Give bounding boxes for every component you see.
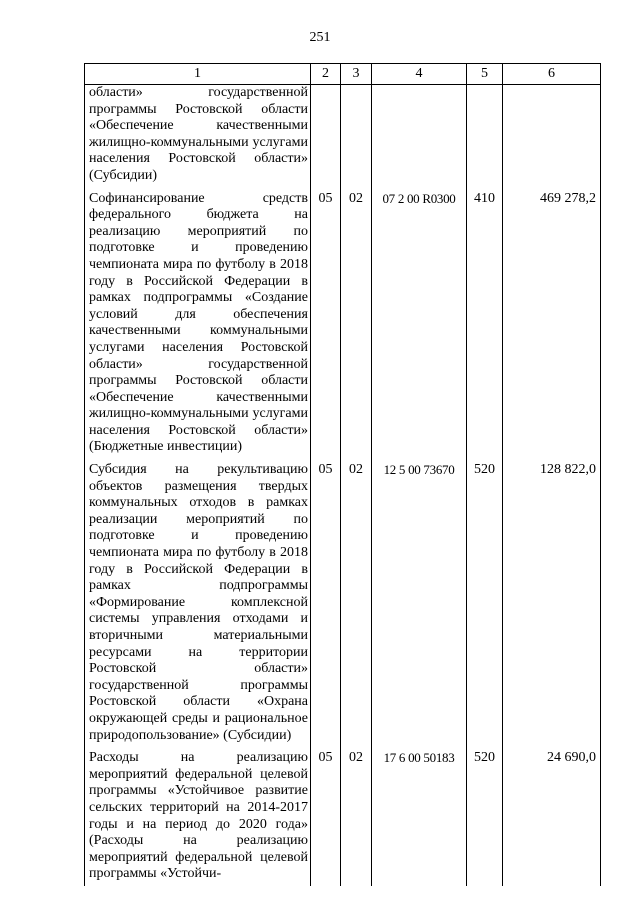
- row-target-code: 07 2 00 R0300: [372, 188, 467, 460]
- budget-table: [84, 63, 601, 886]
- row-description: области» государственной программы Ростовской области «Обеспечение качественными жилищно-коммунальными услугами населения Ростовской области» (Субсидии): [85, 85, 311, 188]
- row-expense-type: [467, 85, 503, 188]
- table-row: [85, 747, 601, 886]
- column-header: 4: [372, 64, 467, 85]
- column-header: 5: [467, 64, 503, 85]
- row-section: 05: [311, 188, 341, 460]
- row-target-code: [372, 85, 467, 188]
- column-header: 2: [311, 64, 341, 85]
- row-section: 05: [311, 747, 341, 886]
- row-description: Субсидия на рекультивацию объектов размещения твердых коммунальных отходов в рамках реализации мероприятий по подготовке и проведению чемпионата мира по футболу в 2018 году в Российской Федерации в рамках подпрограммы «Формирование комплексной системы управления отходами и вторичными материальными ресурсами на территории Ростовской области» государственной программы Ростовской области «Охрана окружающей среды и рациональное природопользование» (Субсидии): [85, 459, 311, 747]
- page-number: 251: [309, 30, 331, 45]
- row-target-code: 17 6 00 50183: [372, 747, 467, 886]
- table-row: [85, 85, 601, 188]
- table-row: [85, 188, 601, 460]
- table-row: [85, 459, 601, 747]
- row-amount: 24 690,0: [503, 747, 601, 886]
- row-amount: 128 822,0: [503, 459, 601, 747]
- row-subsection: 02: [341, 459, 372, 747]
- row-section: [311, 85, 341, 188]
- row-expense-type: 520: [467, 459, 503, 747]
- column-header: 1: [85, 64, 311, 85]
- row-amount: 469 278,2: [503, 188, 601, 460]
- row-subsection: 02: [341, 747, 372, 886]
- row-amount: [503, 85, 601, 188]
- column-header: 3: [341, 64, 372, 85]
- row-subsection: 02: [341, 188, 372, 460]
- row-description: Расходы на реализацию мероприятий федеральной целевой программы «Устойчивое развитие сельских территорий на 2014-2017 годы и на период до 2020 года» (Расходы на реализацию мероприятий федеральной целевой программы «Устойчи-: [85, 747, 311, 886]
- column-header: 6: [503, 64, 601, 85]
- row-expense-type: 410: [467, 188, 503, 460]
- row-section: 05: [311, 459, 341, 747]
- row-description: Софинансирование средств федерального бюджета на реализацию мероприятий по подготовке и проведению чемпионата мира по футболу в 2018 году в Российской Федерации в рамках подпрограммы «Создание условий для обеспечения качественными коммунальными услугами населения Ростовской области» государственной программы Ростовской области «Обеспечение качественными жилищно-коммунальными услугами населения Ростовской области» (Бюджетные инвестиции): [85, 188, 311, 460]
- table-header-row: [85, 64, 601, 85]
- row-expense-type: 520: [467, 747, 503, 886]
- row-subsection: [341, 85, 372, 188]
- row-target-code: 12 5 00 73670: [372, 459, 467, 747]
